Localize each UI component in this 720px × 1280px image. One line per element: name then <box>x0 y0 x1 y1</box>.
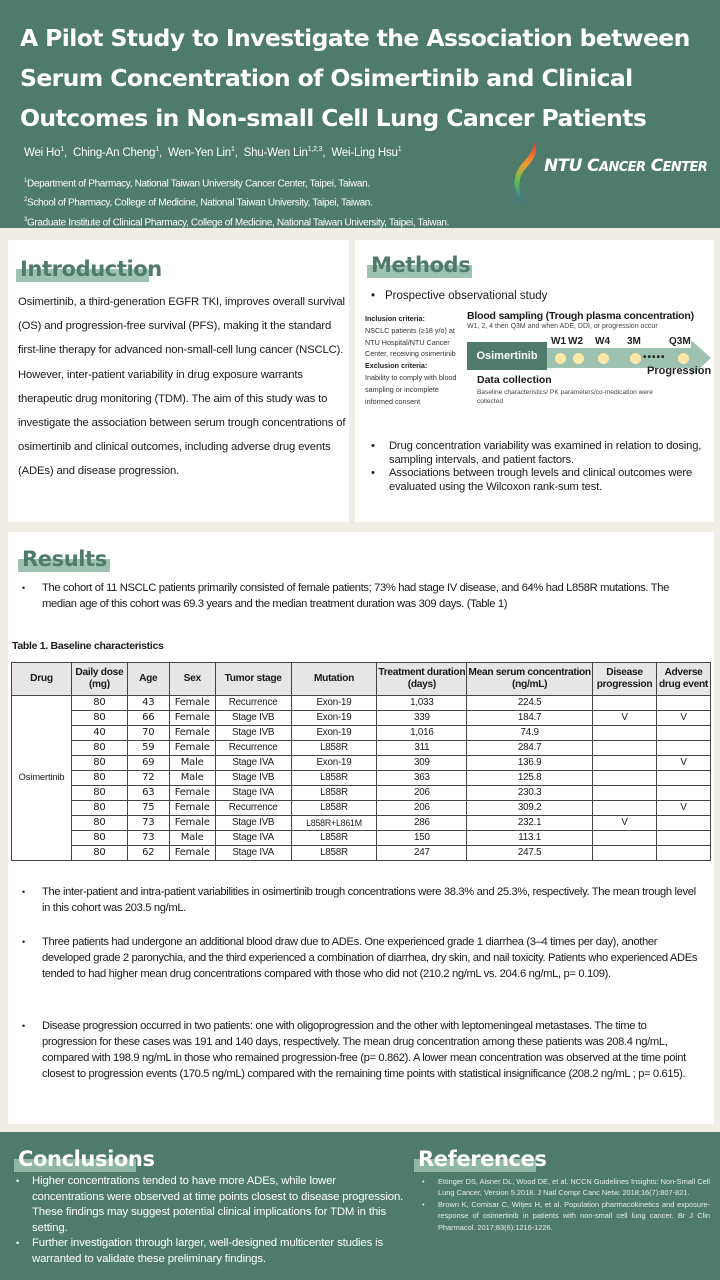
heading-text: Introduction <box>20 257 162 281</box>
blood-sampling-subtitle: W1, 2, 4 then Q3M and when ADE, DDI, or progression occur <box>467 323 658 330</box>
age-cell: 59 <box>127 741 169 756</box>
results-bullet: • The cohort of 11 NSCLC patients primarily consisted of female patients; 73% had stage IV disease, and 64% had L858R mutations. The median age of this cohort was 69.3 years and the median treatment duration was 309 days. (Table 1) <box>18 580 698 612</box>
timepoint-label: W1 <box>551 336 566 347</box>
methods-bullet: • Associations between trough levels and clinical outcomes were evaluated using the Wilcoxon rank-sum test. <box>371 467 711 494</box>
blood-sampling-title: Blood sampling (Trough plasma concentration) <box>467 310 694 322</box>
footer-band <box>0 1132 720 1280</box>
duration-cell: 206 <box>377 786 467 801</box>
stage-cell: Stage IVB <box>215 816 291 831</box>
affiliation-list <box>24 173 449 231</box>
concentration-cell: 230.3 <box>467 786 593 801</box>
conclusions-heading <box>14 1136 155 1172</box>
timepoint-label: W2 <box>568 336 583 347</box>
stage-cell: Recurrence <box>215 801 291 816</box>
author: Wei-Ling Hsu$^1$ <box>331 146 402 159</box>
mutation-cell: L858R <box>291 846 377 861</box>
results-bullets <box>18 580 698 612</box>
data-collection-title: Data collection <box>477 374 552 386</box>
methods-bullets <box>371 440 711 494</box>
conclusion-bullet: • Higher concentrations tended to have more ADEs, while lower concentrations were observed at time points closest to disease progression. These findings may suggest potential clinical implications for TDM in this setting. <box>16 1174 406 1236</box>
dose-cell: 80 <box>71 801 127 816</box>
stage-cell: Stage IVA <box>215 846 291 861</box>
poster-header <box>0 0 720 228</box>
introduction-panel <box>8 240 349 522</box>
table-row <box>12 801 711 816</box>
eligibility-criteria <box>365 313 460 407</box>
logo-swoosh-icon <box>512 140 542 206</box>
dose-cell: 80 <box>71 831 127 846</box>
methods-bullet: • Drug concentration variability was examined in relation to dosing, sampling intervals, and patient factors. <box>371 440 711 467</box>
sex-cell: Female <box>169 786 215 801</box>
age-cell: 75 <box>127 801 169 816</box>
table-row <box>12 741 711 756</box>
mutation-cell: L858R+L861M <box>291 816 377 831</box>
progression-cell <box>593 801 657 816</box>
author: Shu-Wen Lin$^{1,2,3}$ <box>243 146 323 159</box>
table-row <box>12 756 711 771</box>
concentration-cell: 309.2 <box>467 801 593 816</box>
concentration-cell: 74.9 <box>467 726 593 741</box>
heading-text: Methods <box>371 253 471 277</box>
duration-cell: 363 <box>377 771 467 786</box>
inclusion-text: NSCLC patients (≥18 y/o) at NTU Hospital/NTU Cancer Center, receiving osimertinib <box>365 325 456 359</box>
results-bullet: • Three patients had undergone an additional blood draw due to ADEs. One experienced grade 1 diarrhea (3–4 times per day), another developed grade 2 paronychia, and the third experienced a combination of diarrhea, dry skin, and nail toxicity. Patients who experienced ADEs tended to had higher mean drug concentrations compared with those who did not (210.2 ng/mL vs. 204.6 ng/mL, p= 0.109). <box>18 934 698 982</box>
ade-cell <box>656 771 710 786</box>
column-header: Drug <box>12 663 72 696</box>
sex-cell: Female <box>169 696 215 711</box>
column-header: Daily dose (mg) <box>71 663 127 696</box>
duration-cell: 339 <box>377 711 467 726</box>
drug-cell: Osimertinib <box>12 696 72 861</box>
sex-cell: Female <box>169 726 215 741</box>
mutation-cell: Exon-19 <box>291 756 377 771</box>
drug-box: Osimertinib <box>467 342 547 370</box>
stage-cell: Recurrence <box>215 696 291 711</box>
dose-cell: 80 <box>71 771 127 786</box>
ade-cell <box>656 786 710 801</box>
duration-cell: 309 <box>377 756 467 771</box>
sex-cell: Male <box>169 771 215 786</box>
ade-cell: V <box>656 711 710 726</box>
results-bullets <box>18 934 698 982</box>
table-row <box>12 696 711 711</box>
table-row <box>12 726 711 741</box>
progression-cell <box>593 726 657 741</box>
age-cell: 73 <box>127 831 169 846</box>
table-row <box>12 711 711 726</box>
ade-cell: V <box>656 756 710 771</box>
stage-cell: Stage IVB <box>215 771 291 786</box>
table-row <box>12 816 711 831</box>
dose-cell: 80 <box>71 756 127 771</box>
progression-cell: V <box>593 816 657 831</box>
duration-cell: 1,033 <box>377 696 467 711</box>
results-bullets <box>18 1018 698 1082</box>
timepoint-label: Q3M <box>669 336 691 347</box>
conclusions-bullets <box>16 1174 406 1267</box>
logo-text: NTU CANCER CENTER <box>544 156 708 176</box>
progression-cell <box>593 786 657 801</box>
results-panel <box>8 532 714 1124</box>
concentration-cell: 184.7 <box>467 711 593 726</box>
stage-cell: Stage IVB <box>215 726 291 741</box>
age-cell: 63 <box>127 786 169 801</box>
ade-cell <box>656 816 710 831</box>
sex-cell: Male <box>169 831 215 846</box>
stage-cell: Stage IVA <box>215 786 291 801</box>
concentration-cell: 125.8 <box>467 771 593 786</box>
table-header-row <box>12 663 711 696</box>
age-cell: 72 <box>127 771 169 786</box>
mutation-cell: Exon-19 <box>291 726 377 741</box>
column-header: Adverse drug event <box>656 663 710 696</box>
column-header: Sex <box>169 663 215 696</box>
progression-cell <box>593 741 657 756</box>
exclusion-label: Exclusion criteria: <box>365 361 428 371</box>
column-header: Treatment duration (days) <box>377 663 467 696</box>
results-bullet: • Disease progression occurred in two patients: one with oligoprogression and the other with leptomeningeal metastases. The time to progression for these cases was 191 and 140 days, respectively. The mean drug concentration among these patients was 208.4 ng/mL, compared with 198.9 ng/mL in those who remained progression-free (p= 0.862). A lower mean concentration was observed at the time point closest to progression events (170.5 ng/mL) compared with the remaining time points with statistical insignificance (208.2 ng/mL ; p= 0.615). <box>18 1018 698 1082</box>
baseline-characteristics-table <box>11 662 711 861</box>
dose-cell: 80 <box>71 696 127 711</box>
timepoint-dot <box>678 353 689 364</box>
mutation-cell: L858R <box>291 771 377 786</box>
author: Wen-Yen Lin$^1$ <box>167 146 235 159</box>
duration-cell: 206 <box>377 801 467 816</box>
stage-cell: Recurrence <box>215 741 291 756</box>
table-caption: Table 1. Baseline characteristics <box>12 640 164 652</box>
progression-cell <box>593 831 657 846</box>
age-cell: 66 <box>127 711 169 726</box>
column-header: Mean serum concentration (ng/mL) <box>467 663 593 696</box>
age-cell: 43 <box>127 696 169 711</box>
methods-panel <box>355 240 714 522</box>
progression-cell <box>593 846 657 861</box>
concentration-cell: 232.1 <box>467 816 593 831</box>
introduction-heading <box>16 246 162 282</box>
ade-cell <box>656 726 710 741</box>
stage-cell: Stage IVA <box>215 756 291 771</box>
heading-text: Results <box>22 547 107 571</box>
study-design-bullet: • Prospective observational study <box>371 290 548 302</box>
column-header: Tumor stage <box>215 663 291 696</box>
concentration-cell: 224.5 <box>467 696 593 711</box>
concentration-cell: 136.9 <box>467 756 593 771</box>
table-row <box>12 771 711 786</box>
references-heading <box>414 1136 547 1172</box>
timeline-ellipsis: ••••• <box>643 352 666 363</box>
ade-cell <box>656 741 710 756</box>
stage-cell: Stage IVA <box>215 831 291 846</box>
stage-cell: Stage IVB <box>215 711 291 726</box>
ntu-cancer-center-logo <box>510 140 710 210</box>
age-cell: 62 <box>127 846 169 861</box>
duration-cell: 311 <box>377 741 467 756</box>
reference-item: • Brown K, Comisar C, Witjes H, et al. Population pharmacokinetics and exposure-response of osimertinib in patients with non-small cell lung cancer. Br J Clin Pharmacol. 2017;83(6):1216-1226. <box>420 1199 710 1233</box>
column-header: Disease progression <box>593 663 657 696</box>
timepoint-dot <box>598 353 609 364</box>
heading-text: Conclusions <box>18 1147 155 1171</box>
affiliation: $^3$Graduate Institute of Clinical Pharmacy, College of Medicine, National Taiwan University, Taipei, Taiwan. <box>24 216 449 228</box>
ade-cell <box>656 696 710 711</box>
mutation-cell: L858R <box>291 801 377 816</box>
duration-cell: 150 <box>377 831 467 846</box>
concentration-cell: 247.5 <box>467 846 593 861</box>
duration-cell: 247 <box>377 846 467 861</box>
dose-cell: 80 <box>71 846 127 861</box>
ade-cell: V <box>656 801 710 816</box>
results-bullets <box>18 884 698 916</box>
timepoint-dot <box>630 353 641 364</box>
reference-item: • Ettinger DS, Aisner DL, Wood DE, et al. NCCN Guidelines Insights: Non-Small Cell Lung Cancer, Version 5.2018. J Natl Compr Canc Netw. 2018;16(7):807-821. <box>420 1176 710 1199</box>
mutation-cell: Exon-19 <box>291 696 377 711</box>
dose-cell: 80 <box>71 786 127 801</box>
sex-cell: Male <box>169 756 215 771</box>
conclusion-bullet: • Further investigation through larger, well-designed multicenter studies is warranted to validate these preliminary findings. <box>16 1236 406 1267</box>
dose-cell: 80 <box>71 741 127 756</box>
introduction-body: Osimertinib, a third-generation EGFR TKI, improves overall survival (OS) and progression-free survival (PFS), making it the standard first-line therapy for advanced non-small-cell lung cancer (NSCLC). However, inter-patient variability in drug exposure warrants therapeutic drug monitoring (TDM). The aim of this study was to investigate the association between serum trough concentrations of osimertinib and clinical outcomes, including adverse drug events (ADEs) and disease progression. <box>18 296 346 478</box>
methods-heading <box>367 242 472 278</box>
timepoint-dot <box>555 353 566 364</box>
progression-cell <box>593 696 657 711</box>
dose-cell: 80 <box>71 816 127 831</box>
author: Ching-An Cheng$^1$ <box>73 146 159 159</box>
timepoint-label: 3M <box>627 336 641 347</box>
ade-cell <box>656 846 710 861</box>
author: Wei Ho$^1$ <box>24 146 64 159</box>
author-list: Wei Ho$^1$, Ching-An Cheng$^1$, Wen-Yen Lin$^1$, Shu-Wen Lin$^{1,2,3}$, Wei-Ling Hsu$^1$ <box>24 146 402 159</box>
sex-cell: Female <box>169 816 215 831</box>
mutation-cell: L858R <box>291 831 377 846</box>
column-header: Mutation <box>291 663 377 696</box>
progression-cell: V <box>593 711 657 726</box>
sex-cell: Female <box>169 846 215 861</box>
progression-cell <box>593 771 657 786</box>
table-row <box>12 846 711 861</box>
poster-title: A Pilot Study to Investigate the Association between Serum Concentration of Osimertinib and Clinical Outcomes in Non-small Cell Lung Cancer Patients <box>20 24 690 132</box>
results-bullet: • The inter-patient and intra-patient variabilities in osimertinib trough concentrations were 38.3% and 25.3%, respectively. The mean trough level in this cohort was 203.5 ng/mL. <box>18 884 698 916</box>
mutation-cell: Exon-19 <box>291 711 377 726</box>
data-collection-subtitle: Baseline characteristics/ PK parameters/co-medication were collected <box>477 389 653 405</box>
progression-cell <box>593 756 657 771</box>
concentration-cell: 113.1 <box>467 831 593 846</box>
ade-cell <box>656 831 710 846</box>
sex-cell: Female <box>169 801 215 816</box>
timepoint-label: W4 <box>595 336 610 347</box>
inclusion-label: Inclusion criteria: <box>365 314 425 323</box>
table-row <box>12 786 711 801</box>
affiliation: $^2$School of Pharmacy, College of Medicine, National Taiwan University, Taipei, Taiwan. <box>24 197 373 209</box>
heading-text: References <box>418 1147 547 1171</box>
mutation-cell: L858R <box>291 741 377 756</box>
dose-cell: 40 <box>71 726 127 741</box>
table-row <box>12 831 711 846</box>
timepoint-dot <box>573 353 584 364</box>
duration-cell: 286 <box>377 816 467 831</box>
column-header: Age <box>127 663 169 696</box>
dose-cell: 80 <box>71 711 127 726</box>
age-cell: 73 <box>127 816 169 831</box>
results-heading <box>18 536 110 572</box>
progression-label: Progression <box>647 365 712 377</box>
age-cell: 69 <box>127 756 169 771</box>
mutation-cell: L858R <box>291 786 377 801</box>
exclusion-text: Inability to comply with blood sampling or incomplete informed consent <box>365 372 457 406</box>
sex-cell: Female <box>169 711 215 726</box>
age-cell: 70 <box>127 726 169 741</box>
references-list <box>420 1176 710 1233</box>
sex-cell: Female <box>169 741 215 756</box>
concentration-cell: 284.7 <box>467 741 593 756</box>
affiliation: $^1$Department of Pharmacy, National Taiwan University Cancer Center, Taipei, Taiwan. <box>24 178 370 190</box>
duration-cell: 1,016 <box>377 726 467 741</box>
